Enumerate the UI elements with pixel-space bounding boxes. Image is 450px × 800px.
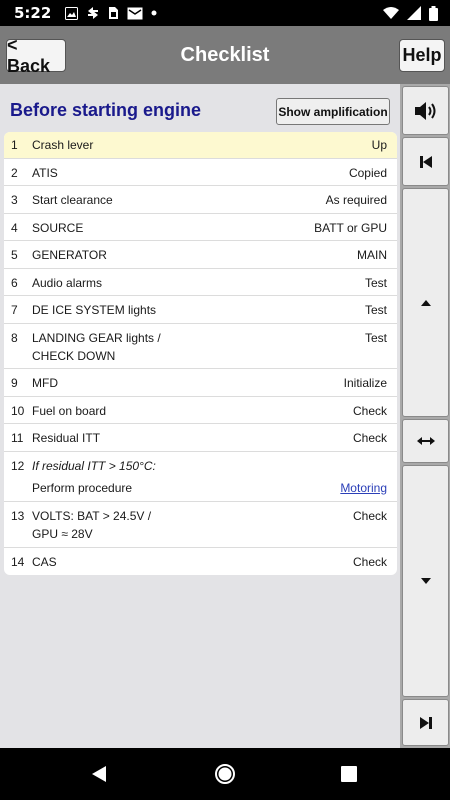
checklist-row[interactable] [4,324,397,369]
row-number: 9 [11,376,18,390]
row-action: As required [325,193,387,207]
checklist-row[interactable] [4,241,397,269]
row-action: Check [352,509,387,523]
row-item: Audio alarms [32,276,103,290]
row-item: SOURCE [32,221,84,235]
row-item: Crash lever [32,138,94,152]
checklist-row[interactable] [4,369,397,397]
help-button[interactable]: Help [399,39,445,72]
row-action: Check [352,555,387,569]
row-item: Start clearance [32,193,113,207]
page-title: Checklist [180,43,270,66]
checklist-row[interactable] [4,269,397,296]
row-action: Test [364,303,387,317]
skip-to-end-icon [419,716,433,730]
battery-icon [429,6,438,21]
row-number: 6 [11,276,18,290]
row-item-continued: CHECK DOWN [32,349,116,363]
row-number: 5 [11,248,18,262]
show-amplification-button[interactable]: Show amplification [276,98,390,125]
signal-icon [407,6,421,20]
row-item: MFD [32,376,58,390]
row-number: 14 [11,555,25,569]
checklist-list [4,132,397,575]
expand-width-icon [416,436,436,446]
row-number: 7 [11,303,18,317]
row-action: Test [364,331,387,345]
wifi-icon [383,7,399,20]
row-number: 2 [11,166,18,180]
row-number: 3 [11,193,18,207]
back-button[interactable]: < Back [6,39,66,72]
status-bar [0,0,450,26]
speak-button[interactable] [402,86,449,135]
row-item-continued: GPU ≈ 28V [32,527,93,541]
right-sidebar [400,84,450,748]
row-action: BATT or GPU [314,221,387,235]
row-item: ATIS [32,166,58,180]
recents-square-icon [341,766,357,782]
status-time: 5:22 [14,4,52,22]
row-number: 12 [11,459,25,473]
checklist-row[interactable] [4,186,397,214]
checklist-row[interactable] [4,214,397,241]
scroll-up-button[interactable] [402,188,449,417]
first-item-button[interactable] [402,137,449,186]
checklist-row[interactable] [4,132,397,159]
last-item-button[interactable] [402,699,449,746]
motoring-link[interactable]: Motoring [340,481,387,495]
row-item: Perform procedure [32,481,133,495]
checklist-row[interactable] [4,452,397,502]
row-number: 10 [11,404,25,418]
navigation-bar [0,748,450,800]
row-action: Up [371,138,387,152]
dot-notification-icon [151,10,157,16]
row-item: GENERATOR [32,248,107,262]
scroll-down-button[interactable] [402,465,449,697]
row-action: Check [352,404,387,418]
home-circle-icon [214,763,236,785]
notification-icons [65,6,157,20]
row-action: Initialize [343,376,387,390]
back-triangle-icon [91,765,107,783]
row-number: 13 [11,509,25,523]
row-item: LANDING GEAR lights / [32,331,161,345]
top-bar [0,26,450,84]
nav-back-button[interactable] [87,762,111,786]
row-action: MAIN [357,248,387,262]
checklist-row[interactable] [4,159,397,186]
row-item: Fuel on board [32,404,107,418]
nav-home-button[interactable] [213,762,237,786]
row-action: Copied [348,166,387,180]
checklist-row[interactable] [4,502,397,548]
checklist-row[interactable] [4,424,397,452]
skip-to-start-icon [419,155,433,169]
speaker-icon [413,100,439,122]
system-icons [383,0,438,26]
row-item: DE ICE SYSTEM lights [32,303,157,317]
row-action: Check [352,431,387,445]
checklist-row[interactable] [4,548,397,575]
image-notification-icon [65,7,78,20]
row-action: Test [364,276,387,290]
expand-width-button[interactable] [402,419,449,463]
row-number: 11 [11,431,24,445]
row-number: 8 [11,331,18,345]
checklist-row[interactable] [4,296,397,324]
section-title: Before starting engine [10,100,202,120]
scroll-up-icon [420,299,432,307]
checklist-row[interactable] [4,397,397,424]
row-item: VOLTS: BAT > 24.5V / [32,509,152,523]
nav-recents-button[interactable] [337,762,361,786]
row-condition: If residual ITT > 150°C: [32,459,156,473]
row-item: Residual ITT [32,431,101,445]
row-item: CAS [32,555,57,569]
sim-notification-icon [108,6,119,20]
checklist-content [0,84,400,748]
mail-notification-icon [127,7,143,20]
row-number: 1 [11,138,18,152]
row-number: 4 [11,221,18,235]
scroll-down-icon [420,577,432,585]
sync-notification-icon [86,6,100,20]
